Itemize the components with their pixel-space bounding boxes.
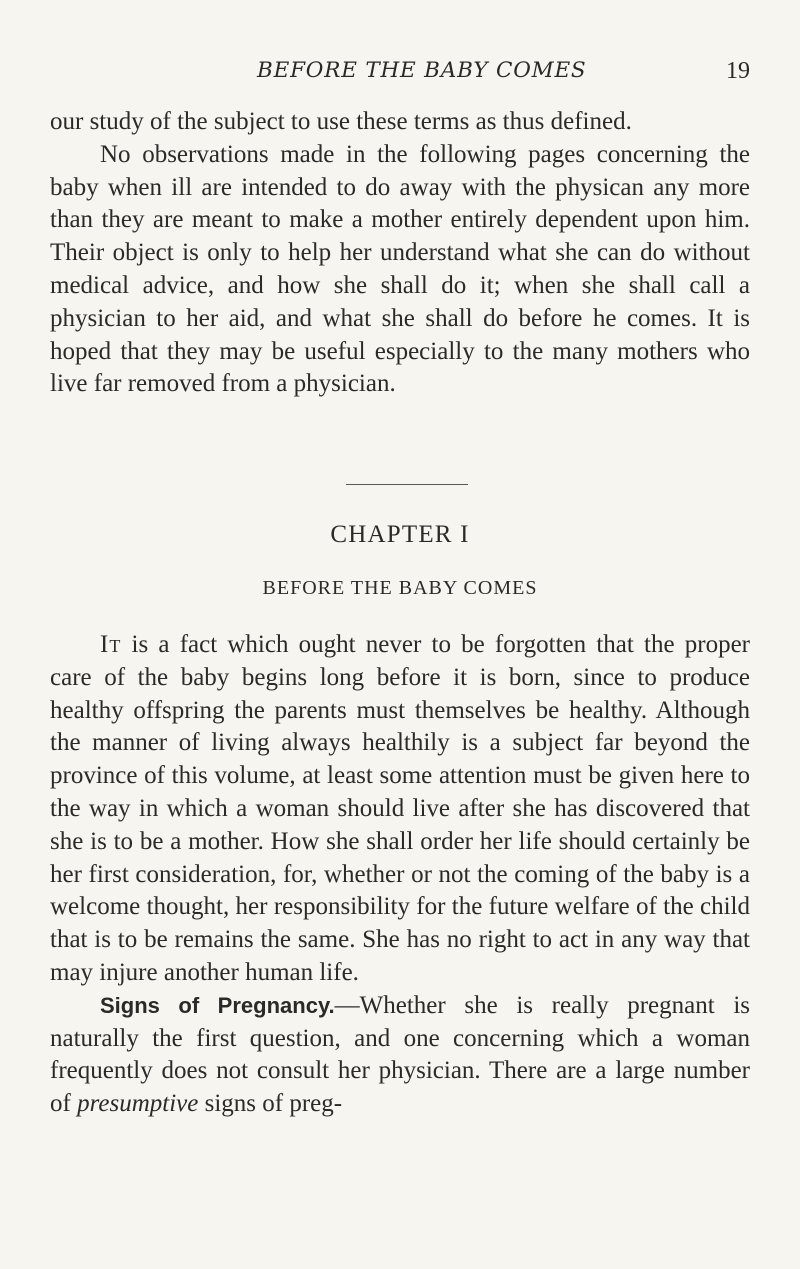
opening-lead-word: It: [100, 631, 122, 658]
observations-paragraph: No observations made in the following pages concerning the baby when ill are intended to do away with the physican any more than they are meant to make a mother entirely dependent upon him. Their object is only to help her understand what she can do without medical advice, and how she shall do it; when she shall call a physician to her aid, and what she shall do before he comes. It is hoped that they may be useful especially to the many mothers who live far removed from a physician.: [50, 140, 750, 398]
continuation-paragraph: our study of the subject to use these terms as thus defined.: [50, 108, 632, 135]
signs-italic-word: presumptive: [77, 1090, 199, 1118]
chapter-title: BEFORE THE BABY COMES: [262, 577, 538, 599]
running-head: [0, 58, 800, 88]
chapter-opening-paragraph: [50, 629, 750, 990]
chapter-number: CHAPTER I: [330, 521, 470, 548]
intro-text-block: [50, 106, 750, 401]
signs-of-pregnancy-paragraph: [50, 990, 750, 1121]
section-divider: [346, 484, 468, 485]
signs-of-pregnancy-heading: Signs of Pregnancy.: [100, 992, 335, 1018]
opening-paragraph-text: is a fact which ought never to be forgotten that the proper care of the baby begins long before it is born, since to produce healthy offspring the parents must themselves be healthy. Although the manner of living always healthily is a subject far beyond the province of this volume, at least some attention must be given here to the way in which a woman should live after she has discovered that she is to be a mother. How she shall order her life should certainly be her first consideration, for, whether or not the coming of the baby is a welcome thought, her responsibility for the future welfare of the child that is to be remains the same. She has no right to act in any way that may injure another human life.: [50, 631, 750, 986]
signs-text-after: signs of preg-: [198, 1090, 343, 1118]
running-head-title: BEFORE THE BABY COMES: [257, 58, 587, 83]
page-number: 19: [726, 58, 750, 84]
chapter-text-block: [50, 629, 750, 1121]
signs-text-before: —Whether she is really pregnant is naturally the first question, and one concerning which a woman frequently does not consult her physician. There are a large number of: [50, 991, 750, 1118]
